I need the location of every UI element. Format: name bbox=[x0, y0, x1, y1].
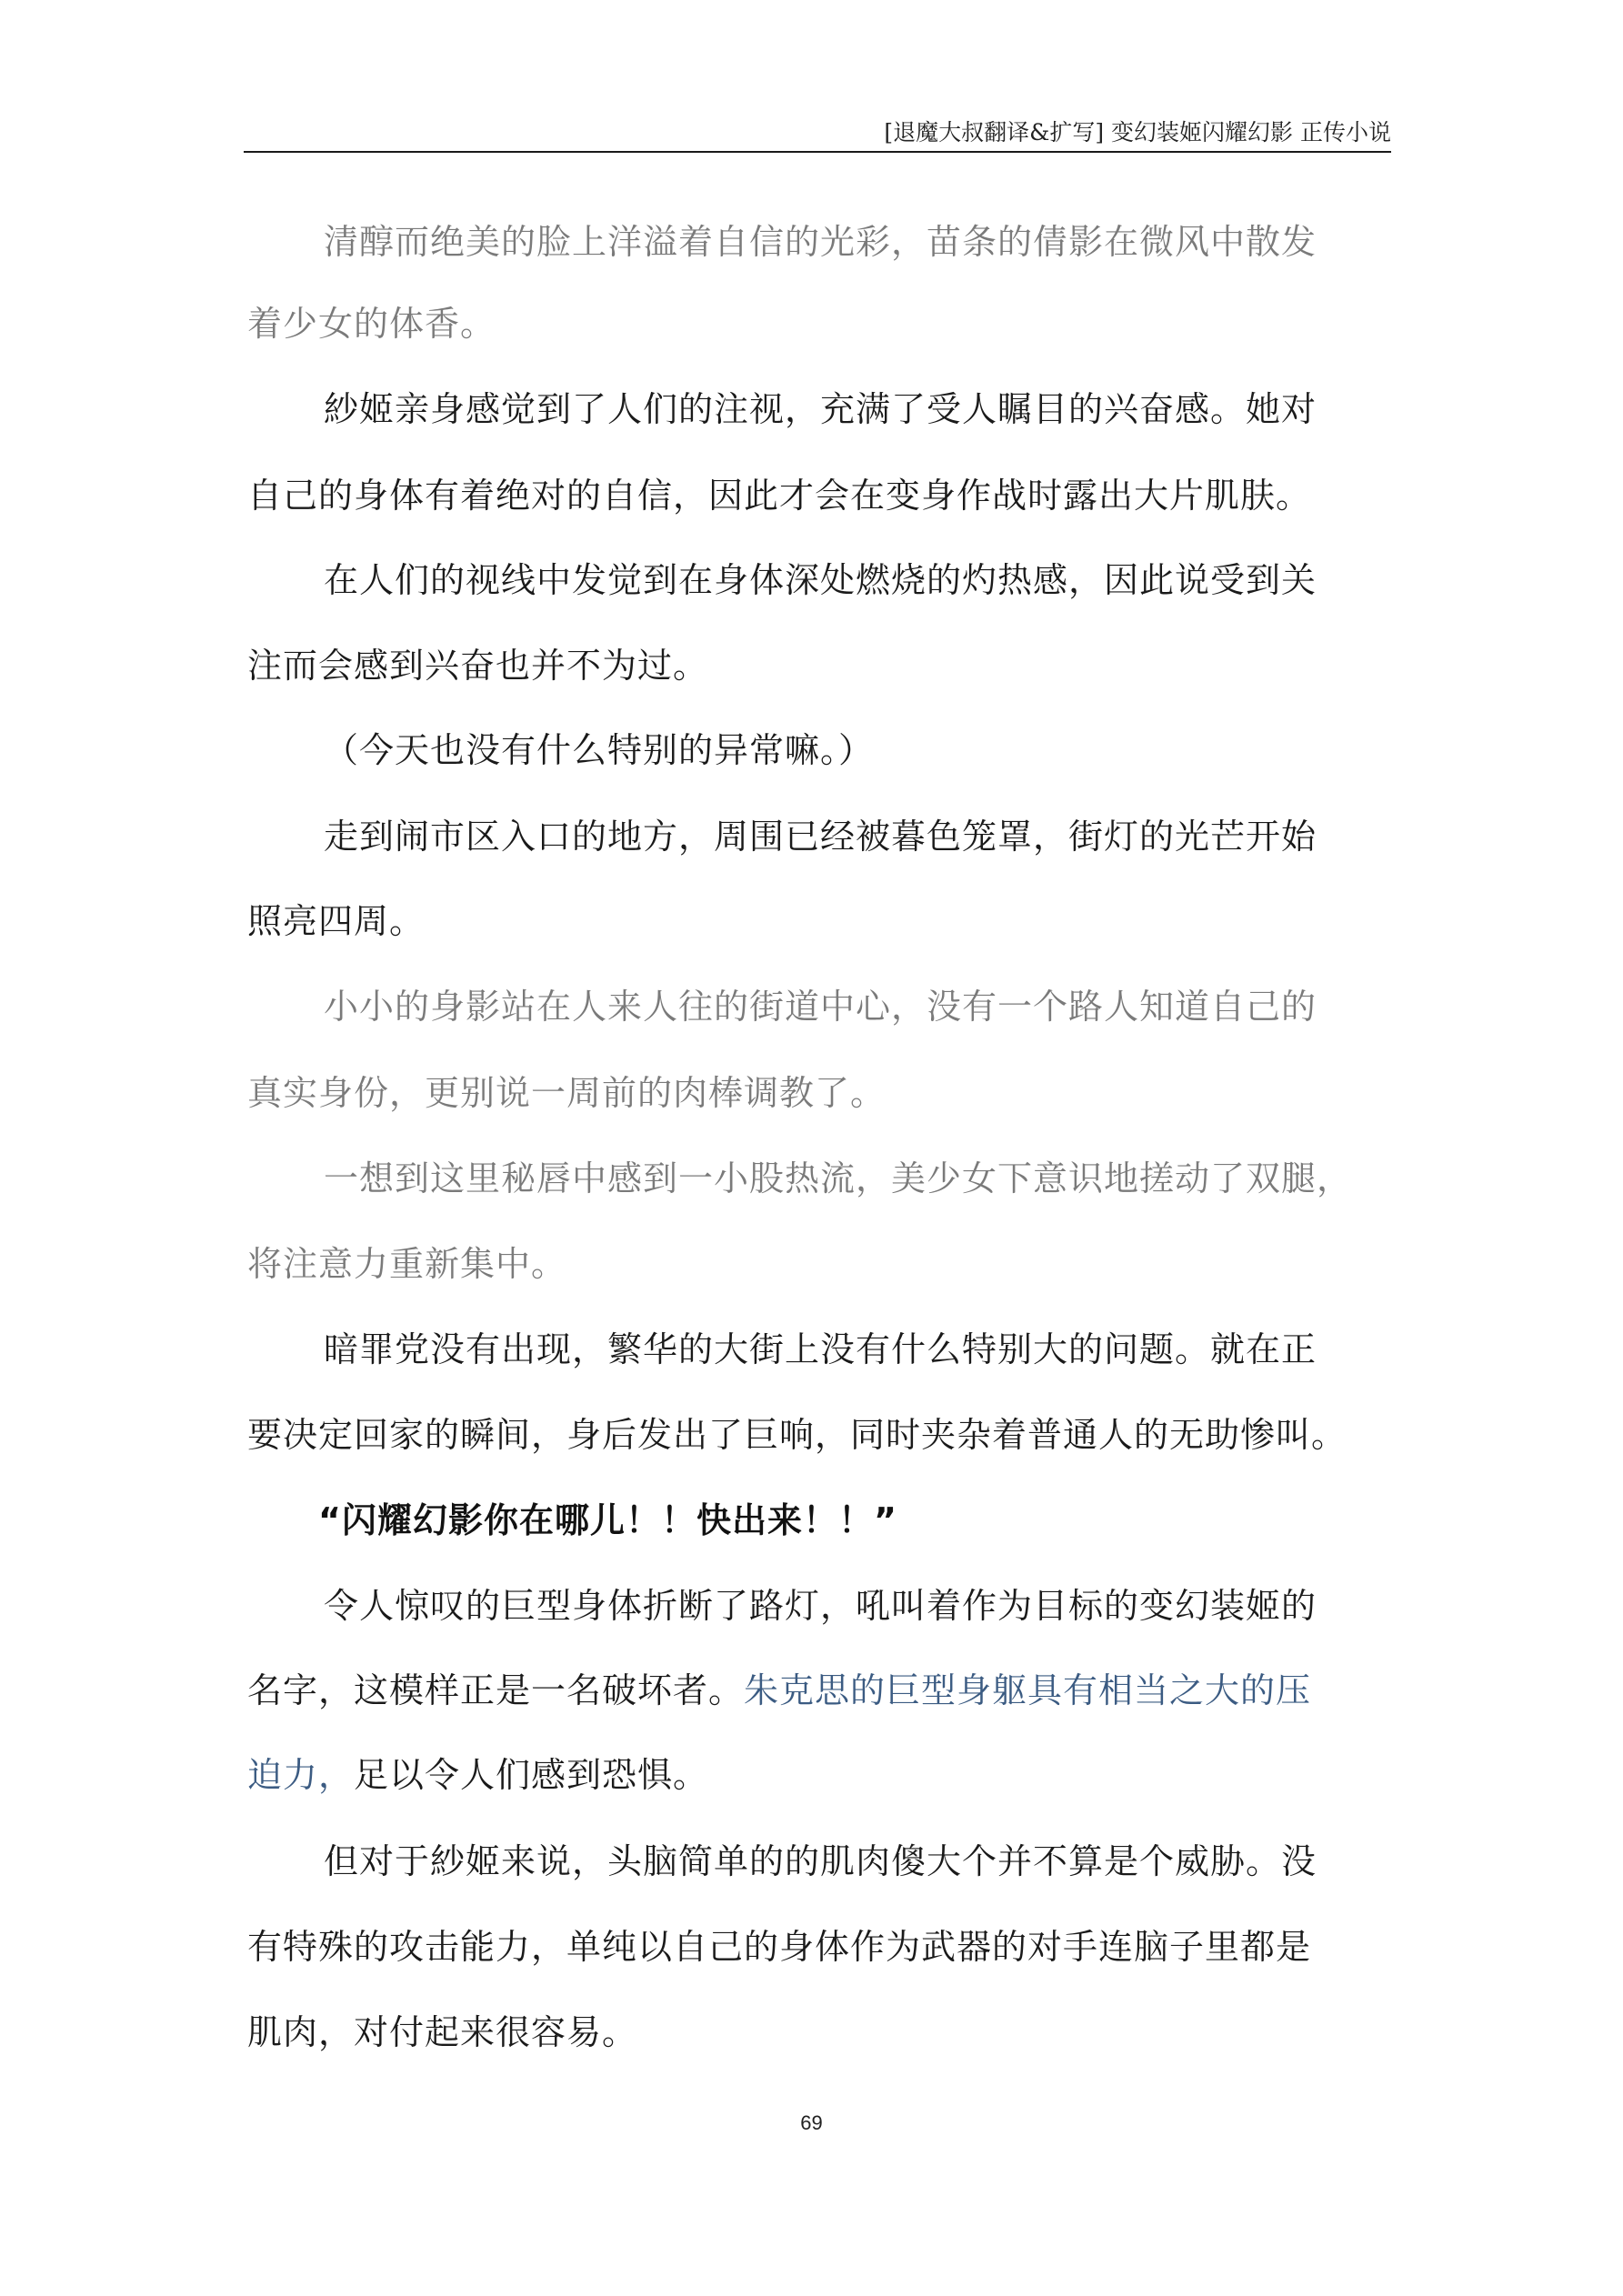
text-line: 着少女的体香。 bbox=[247, 304, 496, 344]
highlighted-text-segment: 迫力， bbox=[247, 1755, 355, 1795]
text-line: 有特殊的攻击能力，单纯以自己的身体作为武器的对手连脑子里都是 bbox=[247, 1927, 1312, 1967]
text-line bbox=[247, 1748, 708, 1802]
text-line: 紗姬亲身感觉到了人们的注视，充满了受人瞩目的兴奋感。她对 bbox=[324, 389, 1317, 429]
text-line: 暗罪党没有出现，繁华的大街上没有什么特别大的问题。就在正 bbox=[324, 1329, 1317, 1369]
text-line: 小小的身影站在人来人往的街道中心，没有一个路人知道自己的 bbox=[324, 987, 1317, 1027]
text-line: 将注意力重新集中。 bbox=[247, 1244, 567, 1284]
dialogue-line: “闪耀幻影你在哪儿！！快出来！！” bbox=[318, 1500, 897, 1540]
text-line: 但对于紗姬来说，头脑简单的的肌肉傻大个并不算是个威胁。没 bbox=[324, 1841, 1317, 1881]
text-line: 令人惊叹的巨型身体折断了路灯，吼叫着作为目标的变幻装姬的 bbox=[324, 1586, 1317, 1626]
text-line: 注而会感到兴奋也并不为过。 bbox=[247, 646, 709, 686]
text-line: 在人们的视线中发觉到在身体深处燃烧的灼热感，因此说受到关 bbox=[324, 560, 1317, 600]
text-line: 肌肉，对付起来很容易。 bbox=[247, 2012, 638, 2052]
text-line: 照亮四周。 bbox=[247, 901, 426, 941]
text-segment: 足以令人们感到恐惧。 bbox=[354, 1755, 709, 1795]
highlighted-text-segment: 朱克思的巨型身躯具有相当之大的压 bbox=[744, 1670, 1312, 1710]
text-segment: 名字，这模样正是一名破坏者。 bbox=[247, 1670, 745, 1710]
page-number: 69 bbox=[800, 2111, 823, 2134]
running-header: [退魔大叔翻译&扩写] 变幻装姬闪耀幻影 正传小说 bbox=[884, 119, 1391, 145]
header-divider bbox=[244, 151, 1391, 153]
text-line: 清醇而绝美的脸上洋溢着自信的光彩，苗条的倩影在微风中散发 bbox=[324, 222, 1317, 262]
text-line: 一想到这里秘唇中感到一小股热流，美少女下意识地搓动了双腿， bbox=[324, 1158, 1353, 1198]
text-line: 自己的身体有着绝对的自信，因此才会在变身作战时露出大片肌肤。 bbox=[247, 476, 1312, 516]
text-line: 走到闹市区入口的地方，周围已经被暮色笼罩，街灯的光芒开始 bbox=[324, 817, 1317, 857]
text-line: 要决定回家的瞬间，身后发出了巨响，同时夹杂着普通人的无助惨叫。 bbox=[247, 1415, 1347, 1455]
text-line bbox=[247, 1663, 1311, 1718]
text-line: 真实身份，更别说一周前的肉棒调教了。 bbox=[247, 1073, 887, 1113]
text-line: （今天也没有什么特别的异常嘛。） bbox=[324, 730, 875, 770]
